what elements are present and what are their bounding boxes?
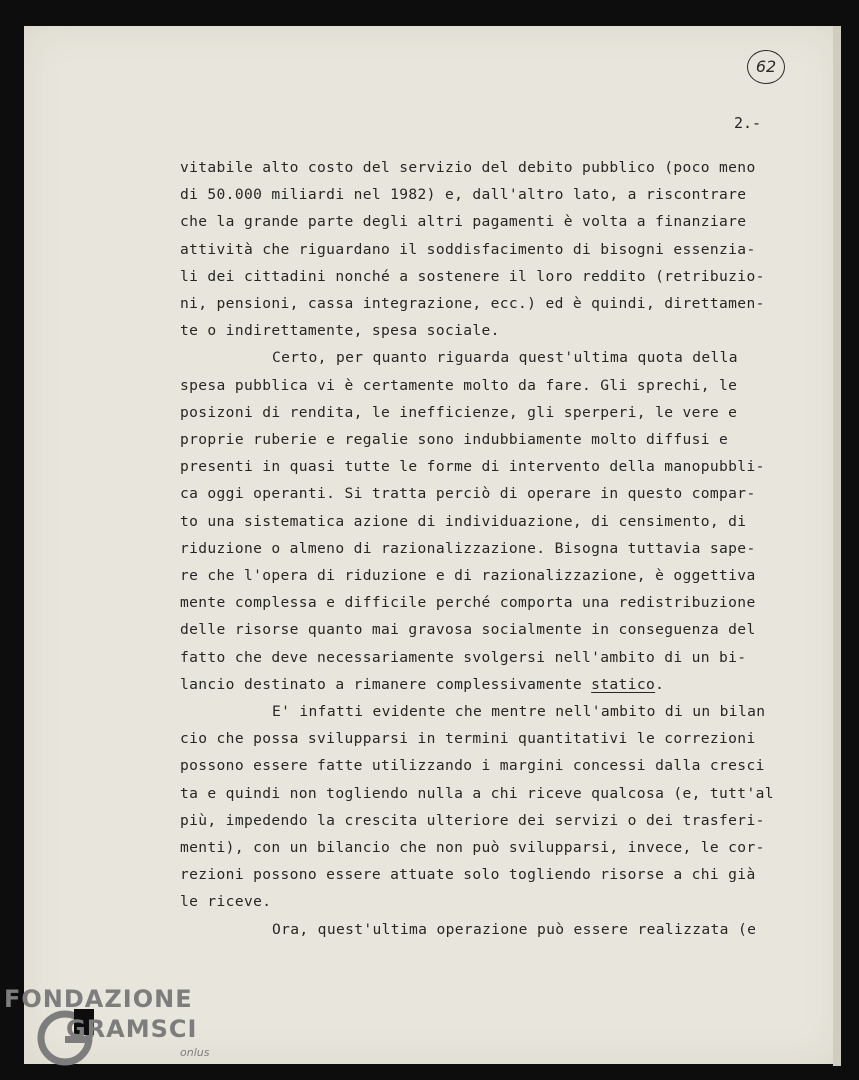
text-line: Ora, quest'ultima operazione può essere realizzata (e [272, 920, 757, 938]
text-line: proprie ruberie e regalie sono indubbiamente molto diffusi e [180, 431, 729, 448]
text-line: rezioni possono essere attuate solo togliendo risorse a chi già [180, 866, 756, 884]
text-line: ca oggi operanti. Si tratta perciò di operare in questo compar- [180, 485, 756, 503]
underlined-word: statico [591, 675, 656, 693]
text-line: ta e quindi non togliendo nulla a chi riceve qualcosa (e, tutt'al [180, 784, 774, 802]
text-line: presenti in quasi tutte le forme di intervento della manopubbli- [180, 458, 765, 476]
text-line: fatto che deve necessariamente svolgersi nell'ambito di un bi- [180, 648, 747, 666]
text-line: menti), con un bilancio che non può svilupparsi, invece, le cor- [180, 839, 765, 856]
logo-line-1: FONDAZIONE [4, 985, 193, 1013]
text-line: vitabile alto costo del servizio del debito pubblico (poco meno [180, 159, 756, 176]
text-line: posizoni di rendita, le inefficienze, gli sperperi, le vere e [180, 403, 738, 421]
text-line: lancio destinato a rimanere complessivamente statico. [180, 675, 665, 693]
text-line: attività che riguardano il soddisfacimento di bisogni essenzia- [180, 240, 756, 258]
page-stamp: 62 [747, 50, 785, 84]
text-line: riduzione o almeno di razionalizzazione. Bisogna tuttavia sape- [180, 539, 756, 557]
text-line: delle risorse quanto mai gravosa socialmente in conseguenza del [180, 621, 756, 639]
text-line: to una sistematica azione di individuazione, di censimento, di [180, 512, 747, 530]
fondazione-gramsci-logo [4, 985, 224, 1075]
logo-line-3: onlus [180, 1046, 210, 1059]
text-line: possono essere fatte utilizzando i margini concessi dalla cresci [180, 757, 765, 775]
page-number: 2.- [734, 114, 762, 132]
text-line: mente complessa e difficile perché comporta una redistribuzione [180, 594, 756, 612]
text-line: li dei cittadini nonché a sostenere il loro reddito (retribuzio- [180, 267, 765, 285]
text-line: re che l'opera di riduzione e di razionalizzazione, è oggettiva [180, 567, 756, 584]
text-line: spesa pubblica vi è certamente molto da fare. Gli sprechi, le [180, 376, 738, 394]
text-line: E' infatti evidente che mentre nell'ambito di un bilan [272, 703, 766, 720]
text-line: Certo, per quanto riguarda quest'ultima quota della [272, 349, 738, 367]
text-line: di 50.000 miliardi nel 1982) e, dall'altro lato, a riscontrare [180, 186, 747, 204]
text-line: le riceve. [180, 893, 272, 911]
text-line: ni, pensioni, cassa integrazione, ecc.) ed è quindi, direttamen- [180, 295, 765, 312]
logo-line-2: GRAMSCI [66, 1015, 198, 1043]
text-line: te o indirettamente, spesa sociale. [180, 322, 500, 340]
text-line: che la grande parte degli altri pagamenti è volta a finanziare [180, 213, 747, 231]
page-edge [833, 26, 841, 1066]
text-line: cio che possa svilupparsi in termini quantitativi le correzioni [180, 730, 756, 748]
text-line: più, impedendo la crescita ulteriore dei servizi o dei trasferi- [180, 811, 765, 829]
